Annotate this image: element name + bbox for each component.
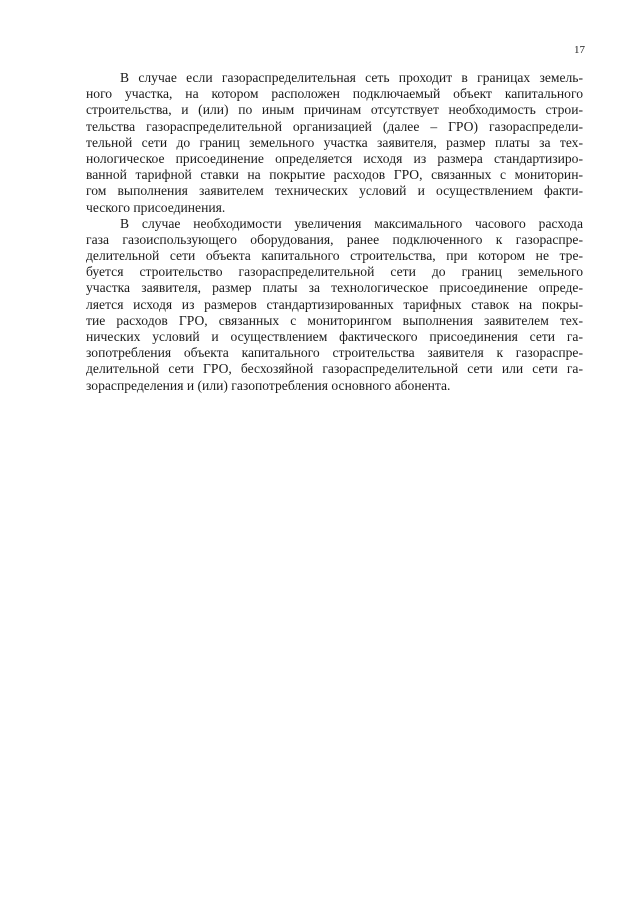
page-number: 17: [574, 44, 585, 56]
paragraph-line: ческого присоединения.: [86, 199, 226, 215]
paragraph-line: строительства, и (или) по иным причинам отсутствует необходимость строи-: [86, 102, 583, 118]
paragraph-line: ляется исходя из размеров стандартизированных тарифных ставок на покры-: [86, 296, 583, 312]
paragraph-line: тельства газораспределительной организацией (далее – ГРО) газораспредели-: [86, 118, 583, 134]
paragraph-line: делительной сети объекта капитального строительства, при котором не тре-: [86, 248, 583, 264]
paragraph-line: тельной сети до границ земельного участка заявителя, размер платы за тех-: [86, 134, 583, 150]
paragraph-1: [86, 70, 583, 216]
paragraph-line: В случае необходимости увеличения максимального часового расхода: [120, 215, 583, 231]
paragraph-line: зопотребления объекта капитального строительства заявителя к газораспре-: [86, 345, 583, 361]
paragraph-line: ного участка, на котором расположен подключаемый объект капитального: [86, 86, 583, 102]
paragraph-line: В случае если газораспределительная сеть проходит в границах земель-: [120, 70, 583, 85]
paragraph-line: ванной тарифной ставки на покрытие расходов ГРО, связанных с мониторин-: [86, 167, 583, 183]
paragraph-line: участка заявителя, размер платы за технологическое присоединение опреде-: [86, 280, 583, 296]
paragraph-line: гом выполнения заявителем технических условий и осуществлением факти-: [86, 183, 583, 199]
paragraph-2: [86, 216, 583, 394]
paragraph-line: зораспределения и (или) газопотребления основного абонента.: [86, 377, 451, 393]
paragraph-line: газа газоиспользующего оборудования, ранее подключенного к газораспре-: [86, 231, 583, 247]
paragraph-line: буется строительство газораспределительной сети до границ земельного: [86, 264, 583, 280]
paragraph-line: тие расходов ГРО, связанных с мониторингом выполнения заявителем тех-: [86, 312, 583, 328]
paragraph-line: нологическое присоединение определяется исходя из размера стандартизиро-: [86, 150, 583, 166]
paragraph-line: делительной сети ГРО, бесхозяйной газораспределительной сети или сети га-: [86, 361, 583, 377]
body-text: [86, 70, 583, 394]
paragraph-line: нических условий и осуществлением фактического присоединения сети га-: [86, 329, 583, 344]
